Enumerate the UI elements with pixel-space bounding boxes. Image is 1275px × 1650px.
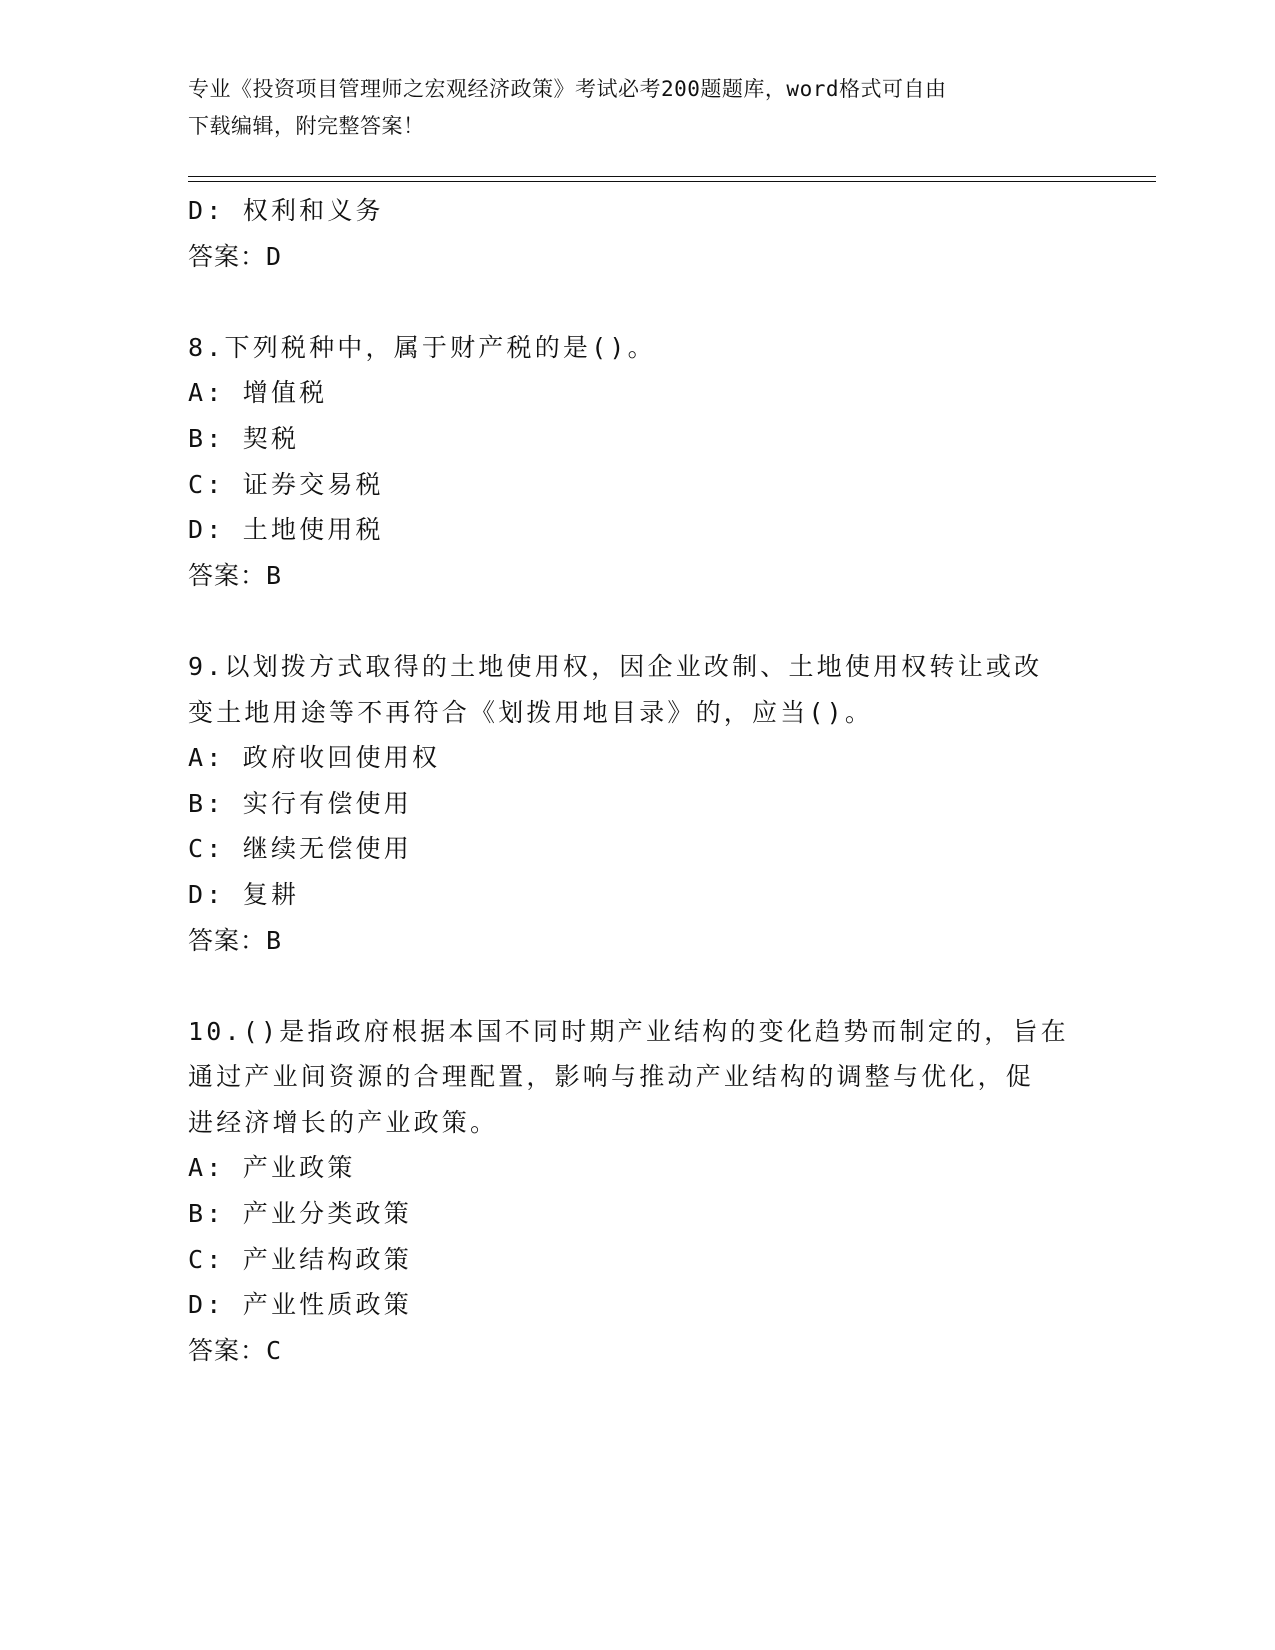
question-stem: 8.下列税种中，属于财产税的是()。 (188, 332, 656, 362)
question-stem-line-2: 通过产业间资源的合理配置，影响与推动产业结构的调整与优化，促 (188, 1062, 1035, 1092)
question-10 (188, 1009, 1088, 1374)
answer-line: 答案：C (188, 1335, 283, 1365)
option-b: B: 实行有偿使用 (188, 788, 412, 818)
question-content (188, 188, 1088, 1373)
answer-line: 答案：B (188, 560, 283, 590)
option-c: C: 继续无偿使用 (188, 834, 412, 864)
question-stem-line-1: 9.以划拨方式取得的土地使用权，因企业改制、土地使用权转让或改 (188, 651, 1043, 681)
question-8 (188, 325, 1088, 599)
option-b: B: 契税 (188, 423, 300, 453)
option-b: B: 产业分类政策 (188, 1199, 412, 1229)
spacer (188, 598, 1088, 644)
header-rule-bottom (188, 181, 1156, 182)
option-d: D: 产业性质政策 (188, 1290, 412, 1320)
question-stem-line-3: 进经济增长的产业政策。 (188, 1107, 499, 1137)
spacer (188, 279, 1088, 325)
question-9 (188, 644, 1088, 963)
answer-line: 答案：D (188, 241, 283, 271)
spacer (188, 963, 1088, 1009)
option-c: C: 证券交易税 (188, 469, 384, 499)
question-stem-line-1: 10.()是指政府根据本国不同时期产业结构的变化趋势而制定的，旨在 (188, 1016, 1069, 1046)
option-a: A: 增值税 (188, 378, 328, 408)
header-line-2: 下载编辑，附完整答案！ (188, 114, 425, 138)
answer-line: 答案：B (188, 925, 283, 955)
document-header (188, 71, 1078, 145)
header-rule-top (188, 176, 1156, 177)
option-a: A: 产业政策 (188, 1153, 356, 1183)
option-a: A: 政府收回使用权 (188, 743, 441, 773)
question-stem-line-2: 变土地用途等不再符合《划拨用地目录》的，应当()。 (188, 697, 874, 727)
header-line-1: 专业《投资项目管理师之宏观经济政策》考试必考200题题库，word格式可自由 (188, 77, 947, 101)
option-d: D: 复耕 (188, 879, 300, 909)
option-c: C: 产业结构政策 (188, 1244, 412, 1274)
option-d: D: 土地使用税 (188, 515, 384, 545)
option-d: D: 权利和义务 (188, 196, 384, 225)
